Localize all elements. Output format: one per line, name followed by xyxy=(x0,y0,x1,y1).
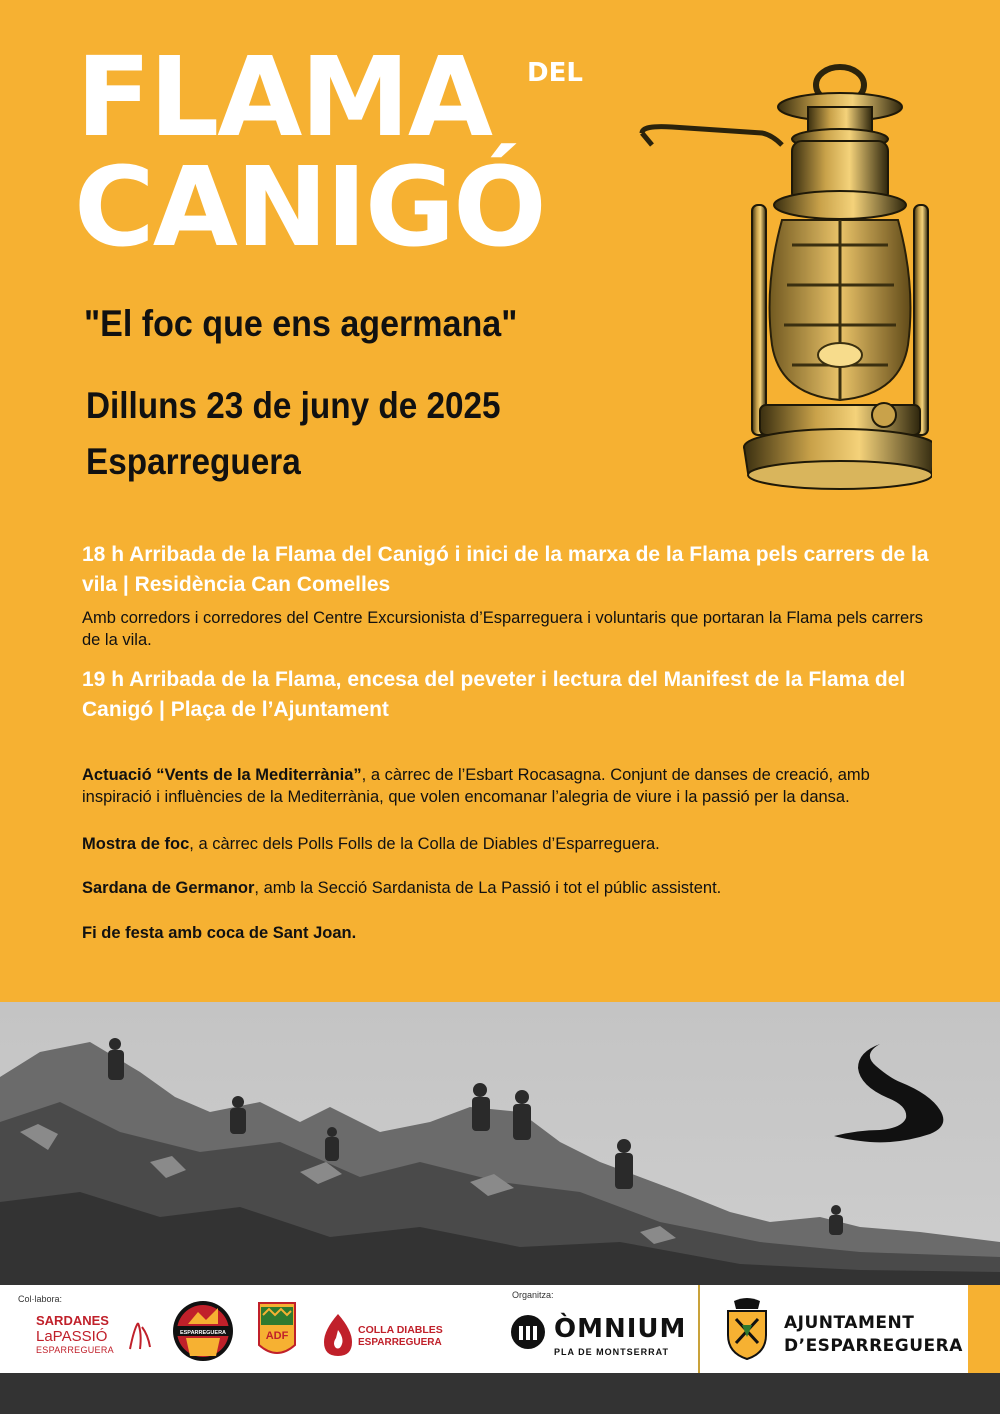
activity-1-text: , a càrrec de l’Esbart Rocasagna. Conjunt de danses de creació, amb inspiració i influències de la Mediterrània, que volen encomanar l’alegria de viure i la passió per la dansa. xyxy=(82,766,870,806)
organitza-label: Organitza: xyxy=(512,1290,554,1300)
colla-diables-logo xyxy=(320,1310,445,1360)
gold-edge xyxy=(968,1285,1000,1373)
activity-4-bold: Fi de festa amb coca de Sant Joan. xyxy=(82,924,357,942)
cee-label: ESPARREGUERA xyxy=(179,1330,227,1336)
sardanes-dancers-icon xyxy=(126,1319,154,1353)
title-flama: FLAMA xyxy=(76,33,491,161)
ajuntament-esparreguera-logo xyxy=(698,1285,972,1373)
omnium-logo-icon xyxy=(510,1314,546,1350)
diables-drop-icon xyxy=(320,1312,356,1358)
omnium-sub: PLA DE MONTSERRAT xyxy=(554,1347,669,1357)
sardanes-line2: LaPASSIÓ xyxy=(36,1328,108,1345)
ajuntament-line1: AJUNTAMENT xyxy=(784,1313,915,1333)
sardanes-line1: SARDANES xyxy=(36,1313,109,1328)
sardanes-lapassio-logo xyxy=(28,1313,158,1361)
ajuntament-line2: D’ESPARREGUERA xyxy=(784,1336,963,1356)
program-section xyxy=(82,540,932,725)
activity-2-text: , a càrrec dels Polls Folls de la Colla de Diables d’Esparreguera. xyxy=(189,835,660,853)
activity-1-bold: Actuació “Vents de la Mediterrània” xyxy=(82,766,362,784)
title-del: DEL xyxy=(527,58,583,88)
activity-2-bold: Mostra de foc xyxy=(82,835,190,853)
title-canigo: CANIGÓ xyxy=(74,143,545,271)
activity-3-text: , amb la Secció Sardanista de La Passió i tot el públic assistent. xyxy=(254,879,722,897)
activity-2 xyxy=(82,833,942,855)
event-date: Dilluns 23 de juny de 2025 xyxy=(86,385,501,426)
adf-label: ADF xyxy=(265,1330,289,1342)
coat-of-arms-icon xyxy=(722,1297,772,1361)
event-1-text: Amb corredors i corredores del Centre Excursionista d’Esparreguera i voluntaris que portaran la Flama pels carrers de la vila. xyxy=(82,609,923,649)
activity-3 xyxy=(82,877,942,899)
adf-shield-icon xyxy=(255,1301,299,1363)
activity-3-bold: Sardana de Germanor xyxy=(82,879,255,897)
sardanes-line3: ESPARREGUERA xyxy=(36,1345,114,1355)
collabora-label: Col·labora: xyxy=(18,1294,63,1304)
omnium-logo xyxy=(510,1312,690,1364)
activity-4 xyxy=(82,922,942,944)
subtitle: "El foc que ens agermana" xyxy=(84,303,518,344)
activity-1 xyxy=(82,764,942,808)
diables-line1: COLLA DIABLES xyxy=(358,1324,443,1336)
diables-line2: ESPARREGUERA xyxy=(358,1337,442,1348)
event-place: Esparreguera xyxy=(86,441,301,482)
cee-badge-icon xyxy=(172,1300,234,1362)
lantern-illustration xyxy=(632,55,932,500)
omnium-name: ÒMNIUM xyxy=(554,1314,687,1344)
event-2-heading: 19 h Arribada de la Flama, encesa del peveter i lectura del Manifest de la Flama del Canigó | Plaça de l’Ajuntament xyxy=(82,668,906,721)
event-1-heading: 18 h Arribada de la Flama del Canigó i inici de la marxa de la Flama pels carrers de la vila | Residència Can Comelles xyxy=(82,543,929,596)
